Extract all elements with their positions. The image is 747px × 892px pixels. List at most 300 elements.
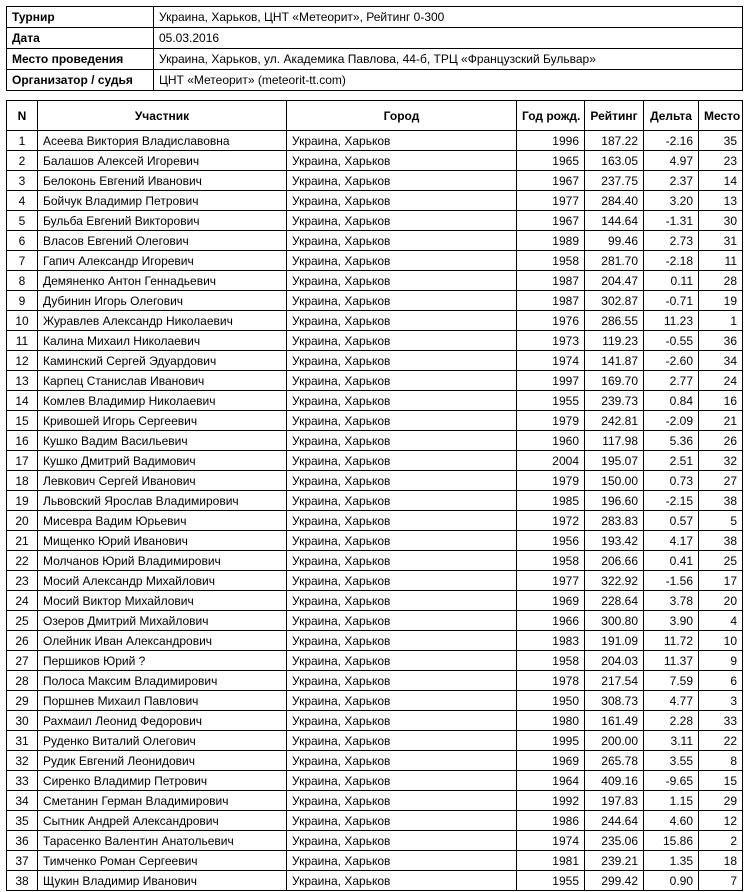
cell-birth-year: 1980 <box>517 711 585 731</box>
cell-delta: 0.11 <box>644 271 699 291</box>
cell-number: 32 <box>7 751 38 771</box>
table-row <box>7 511 743 531</box>
cell-birth-year: 1981 <box>517 851 585 871</box>
cell-place: 16 <box>699 391 743 411</box>
cell-place: 38 <box>699 491 743 511</box>
cell-number: 6 <box>7 231 38 251</box>
table-row <box>7 451 743 471</box>
cell-birth-year: 1985 <box>517 491 585 511</box>
info-value: Украина, Харьков, ул. Академика Павлова, 44-б, ТРЦ «Французский Бульвар» <box>154 49 743 70</box>
cell-number: 13 <box>7 371 38 391</box>
cell-place: 17 <box>699 571 743 591</box>
cell-number: 21 <box>7 531 38 551</box>
cell-birth-year: 1969 <box>517 591 585 611</box>
cell-number: 26 <box>7 631 38 651</box>
cell-participant: Руденко Виталий Олегович <box>38 731 287 751</box>
cell-birth-year: 1995 <box>517 731 585 751</box>
cell-city: Украина, Харьков <box>287 271 517 291</box>
cell-rating: 281.70 <box>585 251 644 271</box>
table-row <box>7 411 743 431</box>
cell-city: Украина, Харьков <box>287 511 517 531</box>
cell-delta: -2.15 <box>644 491 699 511</box>
cell-number: 17 <box>7 451 38 471</box>
cell-place: 4 <box>699 611 743 631</box>
cell-birth-year: 1997 <box>517 371 585 391</box>
cell-participant: Мосий Александр Михайлович <box>38 571 287 591</box>
cell-place: 30 <box>699 211 743 231</box>
cell-number: 18 <box>7 471 38 491</box>
cell-rating: 193.42 <box>585 531 644 551</box>
cell-birth-year: 1979 <box>517 411 585 431</box>
table-row <box>7 291 743 311</box>
info-row-organizer <box>7 70 743 91</box>
table-row <box>7 771 743 791</box>
cell-participant: Дубинин Игорь Олегович <box>38 291 287 311</box>
cell-delta: 4.77 <box>644 691 699 711</box>
cell-city: Украина, Харьков <box>287 531 517 551</box>
info-label: Дата <box>7 28 154 49</box>
cell-birth-year: 1977 <box>517 571 585 591</box>
cell-place: 12 <box>699 811 743 831</box>
cell-city: Украина, Харьков <box>287 851 517 871</box>
table-row <box>7 591 743 611</box>
cell-place: 23 <box>699 151 743 171</box>
table-row <box>7 611 743 631</box>
cell-participant: Сиренко Владимир Петрович <box>38 771 287 791</box>
cell-rating: 191.09 <box>585 631 644 651</box>
table-row <box>7 131 743 151</box>
cell-rating: 161.49 <box>585 711 644 731</box>
cell-place: 2 <box>699 831 743 851</box>
cell-rating: 244.64 <box>585 811 644 831</box>
cell-delta: -1.56 <box>644 571 699 591</box>
cell-delta: 0.84 <box>644 391 699 411</box>
cell-city: Украина, Харьков <box>287 391 517 411</box>
cell-rating: 409.16 <box>585 771 644 791</box>
cell-rating: 196.60 <box>585 491 644 511</box>
cell-participant: Белоконь Евгений Иванович <box>38 171 287 191</box>
cell-place: 27 <box>699 471 743 491</box>
cell-number: 15 <box>7 411 38 431</box>
cell-city: Украина, Харьков <box>287 631 517 651</box>
col-header-place: Место <box>699 101 743 131</box>
info-label: Место проведения <box>7 49 154 70</box>
cell-city: Украина, Харьков <box>287 191 517 211</box>
col-header-participant: Участник <box>38 101 287 131</box>
cell-rating: 322.92 <box>585 571 644 591</box>
cell-rating: 119.23 <box>585 331 644 351</box>
cell-participant: Рахмаил Леонид Федорович <box>38 711 287 731</box>
cell-birth-year: 1989 <box>517 231 585 251</box>
cell-delta: 0.57 <box>644 511 699 531</box>
cell-participant: Гапич Александр Игоревич <box>38 251 287 271</box>
cell-birth-year: 1973 <box>517 331 585 351</box>
cell-city: Украина, Харьков <box>287 431 517 451</box>
table-row <box>7 391 743 411</box>
cell-participant: Поршнев Михаил Павлович <box>38 691 287 711</box>
cell-birth-year: 1987 <box>517 291 585 311</box>
cell-city: Украина, Харьков <box>287 871 517 891</box>
cell-city: Украина, Харьков <box>287 451 517 471</box>
cell-number: 7 <box>7 251 38 271</box>
cell-birth-year: 1974 <box>517 831 585 851</box>
cell-city: Украина, Харьков <box>287 671 517 691</box>
cell-city: Украина, Харьков <box>287 171 517 191</box>
cell-delta: -2.18 <box>644 251 699 271</box>
cell-birth-year: 1956 <box>517 531 585 551</box>
cell-birth-year: 1977 <box>517 191 585 211</box>
cell-number: 4 <box>7 191 38 211</box>
cell-rating: 150.00 <box>585 471 644 491</box>
cell-place: 1 <box>699 311 743 331</box>
cell-number: 8 <box>7 271 38 291</box>
cell-number: 5 <box>7 211 38 231</box>
table-row <box>7 431 743 451</box>
cell-delta: 3.20 <box>644 191 699 211</box>
cell-number: 19 <box>7 491 38 511</box>
cell-place: 33 <box>699 711 743 731</box>
cell-place: 26 <box>699 431 743 451</box>
cell-participant: Журавлев Александр Николаевич <box>38 311 287 331</box>
cell-city: Украина, Харьков <box>287 811 517 831</box>
cell-birth-year: 1974 <box>517 351 585 371</box>
cell-place: 7 <box>699 871 743 891</box>
cell-number: 27 <box>7 651 38 671</box>
table-row <box>7 851 743 871</box>
cell-city: Украина, Харьков <box>287 151 517 171</box>
cell-participant: Мисевра Вадим Юрьевич <box>38 511 287 531</box>
cell-participant: Мищенко Юрий Иванович <box>38 531 287 551</box>
cell-place: 8 <box>699 751 743 771</box>
cell-place: 21 <box>699 411 743 431</box>
cell-rating: 239.73 <box>585 391 644 411</box>
cell-city: Украина, Харьков <box>287 751 517 771</box>
table-row <box>7 751 743 771</box>
table-row <box>7 231 743 251</box>
cell-number: 11 <box>7 331 38 351</box>
cell-number: 38 <box>7 871 38 891</box>
cell-participant: Молчанов Юрий Владимирович <box>38 551 287 571</box>
table-row <box>7 651 743 671</box>
cell-birth-year: 1969 <box>517 751 585 771</box>
cell-rating: 163.05 <box>585 151 644 171</box>
cell-birth-year: 1976 <box>517 311 585 331</box>
col-header-number: N <box>7 101 38 131</box>
cell-rating: 239.21 <box>585 851 644 871</box>
cell-number: 1 <box>7 131 38 151</box>
cell-birth-year: 1966 <box>517 611 585 631</box>
cell-number: 33 <box>7 771 38 791</box>
cell-delta: 2.51 <box>644 451 699 471</box>
cell-number: 25 <box>7 611 38 631</box>
cell-city: Украина, Харьков <box>287 791 517 811</box>
cell-delta: -0.55 <box>644 331 699 351</box>
cell-number: 10 <box>7 311 38 331</box>
cell-birth-year: 1983 <box>517 631 585 651</box>
table-row <box>7 331 743 351</box>
cell-city: Украина, Харьков <box>287 351 517 371</box>
cell-delta: 11.72 <box>644 631 699 651</box>
cell-place: 28 <box>699 271 743 291</box>
cell-participant: Калина Михаил Николаевич <box>38 331 287 351</box>
cell-delta: 3.11 <box>644 731 699 751</box>
info-label: Турнир <box>7 7 154 28</box>
cell-rating: 299.42 <box>585 871 644 891</box>
cell-delta: -2.60 <box>644 351 699 371</box>
cell-participant: Рудик Евгений Леонидович <box>38 751 287 771</box>
cell-place: 25 <box>699 551 743 571</box>
cell-rating: 265.78 <box>585 751 644 771</box>
table-row <box>7 271 743 291</box>
cell-participant: Сытник Андрей Александрович <box>38 811 287 831</box>
cell-delta: 3.55 <box>644 751 699 771</box>
cell-place: 6 <box>699 671 743 691</box>
table-row <box>7 471 743 491</box>
cell-delta: 2.73 <box>644 231 699 251</box>
cell-number: 34 <box>7 791 38 811</box>
cell-participant: Олейник Иван Александрович <box>38 631 287 651</box>
cell-delta: 2.28 <box>644 711 699 731</box>
cell-delta: -1.31 <box>644 211 699 231</box>
table-row <box>7 831 743 851</box>
cell-place: 24 <box>699 371 743 391</box>
info-label: Организатор / судья <box>7 70 154 91</box>
info-row-venue <box>7 49 743 70</box>
table-row <box>7 351 743 371</box>
cell-rating: 99.46 <box>585 231 644 251</box>
cell-number: 37 <box>7 851 38 871</box>
table-row <box>7 631 743 651</box>
table-row <box>7 491 743 511</box>
cell-rating: 217.54 <box>585 671 644 691</box>
cell-number: 20 <box>7 511 38 531</box>
table-row <box>7 551 743 571</box>
cell-delta: 4.60 <box>644 811 699 831</box>
cell-city: Украина, Харьков <box>287 591 517 611</box>
cell-place: 5 <box>699 511 743 531</box>
cell-city: Украина, Харьков <box>287 411 517 431</box>
cell-participant: Карпец Станислав Иванович <box>38 371 287 391</box>
cell-rating: 117.98 <box>585 431 644 451</box>
cell-delta: 2.77 <box>644 371 699 391</box>
cell-delta: 3.90 <box>644 611 699 631</box>
cell-birth-year: 1972 <box>517 511 585 531</box>
cell-number: 9 <box>7 291 38 311</box>
cell-city: Украина, Харьков <box>287 731 517 751</box>
info-row-date <box>7 28 743 49</box>
cell-participant: Комлев Владимир Николаевич <box>38 391 287 411</box>
cell-participant: Сметанин Герман Владимирович <box>38 791 287 811</box>
cell-city: Украина, Харьков <box>287 131 517 151</box>
cell-city: Украина, Харьков <box>287 251 517 271</box>
cell-place: 14 <box>699 171 743 191</box>
results-header-row <box>7 101 743 131</box>
cell-place: 38 <box>699 531 743 551</box>
table-row <box>7 311 743 331</box>
cell-participant: Кушко Дмитрий Вадимович <box>38 451 287 471</box>
cell-city: Украина, Харьков <box>287 491 517 511</box>
cell-rating: 204.47 <box>585 271 644 291</box>
table-row <box>7 691 743 711</box>
cell-city: Украина, Харьков <box>287 471 517 491</box>
cell-participant: Кушко Вадим Васильевич <box>38 431 287 451</box>
cell-place: 10 <box>699 631 743 651</box>
cell-place: 34 <box>699 351 743 371</box>
cell-number: 2 <box>7 151 38 171</box>
cell-rating: 286.55 <box>585 311 644 331</box>
cell-city: Украина, Харьков <box>287 571 517 591</box>
cell-delta: 11.37 <box>644 651 699 671</box>
cell-birth-year: 1967 <box>517 211 585 231</box>
cell-city: Украина, Харьков <box>287 311 517 331</box>
cell-place: 35 <box>699 131 743 151</box>
cell-birth-year: 1958 <box>517 651 585 671</box>
cell-birth-year: 1958 <box>517 551 585 571</box>
cell-delta: 1.35 <box>644 851 699 871</box>
cell-rating: 237.75 <box>585 171 644 191</box>
cell-birth-year: 2004 <box>517 451 585 471</box>
cell-city: Украина, Харьков <box>287 291 517 311</box>
cell-rating: 144.64 <box>585 211 644 231</box>
table-row <box>7 151 743 171</box>
cell-place: 18 <box>699 851 743 871</box>
cell-delta: -0.71 <box>644 291 699 311</box>
cell-number: 30 <box>7 711 38 731</box>
cell-birth-year: 1967 <box>517 171 585 191</box>
cell-city: Украина, Харьков <box>287 231 517 251</box>
cell-rating: 284.40 <box>585 191 644 211</box>
cell-place: 29 <box>699 791 743 811</box>
cell-rating: 283.83 <box>585 511 644 531</box>
cell-participant: Полоса Максим Владимирович <box>38 671 287 691</box>
cell-birth-year: 1950 <box>517 691 585 711</box>
cell-participant: Левкович Сергей Иванович <box>38 471 287 491</box>
table-row <box>7 811 743 831</box>
cell-delta: -2.09 <box>644 411 699 431</box>
info-row-tournament <box>7 7 743 28</box>
cell-participant: Кривошей Игорь Сергеевич <box>38 411 287 431</box>
cell-place: 19 <box>699 291 743 311</box>
cell-delta: -2.16 <box>644 131 699 151</box>
cell-number: 23 <box>7 571 38 591</box>
cell-number: 35 <box>7 811 38 831</box>
cell-participant: Власов Евгений Олегович <box>38 231 287 251</box>
cell-participant: Тимченко Роман Сергеевич <box>38 851 287 871</box>
info-value: 05.03.2016 <box>154 28 743 49</box>
cell-participant: Бойчук Владимир Петрович <box>38 191 287 211</box>
cell-delta: 2.37 <box>644 171 699 191</box>
info-value: ЦНТ «Метеорит» (meteorit-tt.com) <box>154 70 743 91</box>
cell-rating: 302.87 <box>585 291 644 311</box>
cell-place: 31 <box>699 231 743 251</box>
cell-delta: 7.59 <box>644 671 699 691</box>
cell-rating: 204.03 <box>585 651 644 671</box>
cell-participant: Щукин Владимир Иванович <box>38 871 287 891</box>
cell-place: 36 <box>699 331 743 351</box>
cell-place: 3 <box>699 691 743 711</box>
cell-city: Украина, Харьков <box>287 211 517 231</box>
cell-rating: 206.66 <box>585 551 644 571</box>
cell-place: 13 <box>699 191 743 211</box>
cell-city: Украина, Харьков <box>287 371 517 391</box>
cell-city: Украина, Харьков <box>287 831 517 851</box>
cell-number: 16 <box>7 431 38 451</box>
cell-birth-year: 1958 <box>517 251 585 271</box>
cell-birth-year: 1979 <box>517 471 585 491</box>
cell-birth-year: 1955 <box>517 871 585 891</box>
cell-number: 24 <box>7 591 38 611</box>
cell-participant: Львовский Ярослав Владимирович <box>38 491 287 511</box>
cell-delta: 0.73 <box>644 471 699 491</box>
cell-participant: Демяненко Антон Геннадьевич <box>38 271 287 291</box>
cell-delta: 4.97 <box>644 151 699 171</box>
cell-birth-year: 1960 <box>517 431 585 451</box>
cell-delta: 11.23 <box>644 311 699 331</box>
cell-city: Украина, Харьков <box>287 611 517 631</box>
cell-city: Украина, Харьков <box>287 651 517 671</box>
cell-city: Украина, Харьков <box>287 331 517 351</box>
cell-delta: 5.36 <box>644 431 699 451</box>
cell-birth-year: 1996 <box>517 131 585 151</box>
cell-number: 14 <box>7 391 38 411</box>
cell-delta: 4.17 <box>644 531 699 551</box>
cell-delta: 1.15 <box>644 791 699 811</box>
cell-birth-year: 1992 <box>517 791 585 811</box>
cell-rating: 200.00 <box>585 731 644 751</box>
cell-rating: 308.73 <box>585 691 644 711</box>
cell-place: 22 <box>699 731 743 751</box>
table-row <box>7 191 743 211</box>
col-header-rating: Рейтинг <box>585 101 644 131</box>
cell-rating: 300.80 <box>585 611 644 631</box>
table-row <box>7 251 743 271</box>
cell-city: Украина, Харьков <box>287 771 517 791</box>
cell-birth-year: 1965 <box>517 151 585 171</box>
results-table <box>6 100 743 891</box>
cell-delta: -9.65 <box>644 771 699 791</box>
cell-rating: 228.64 <box>585 591 644 611</box>
cell-number: 22 <box>7 551 38 571</box>
cell-participant: Балашов Алексей Игоревич <box>38 151 287 171</box>
cell-rating: 187.22 <box>585 131 644 151</box>
cell-delta: 0.41 <box>644 551 699 571</box>
cell-place: 32 <box>699 451 743 471</box>
cell-participant: Каминский Сергей Эдуардович <box>38 351 287 371</box>
cell-participant: Озеров Дмитрий Михайлович <box>38 611 287 631</box>
table-row <box>7 531 743 551</box>
cell-participant: Асеева Виктория Владиславовна <box>38 131 287 151</box>
cell-city: Украина, Харьков <box>287 551 517 571</box>
col-header-birth-year: Год рожд. <box>517 101 585 131</box>
table-row <box>7 791 743 811</box>
cell-place: 11 <box>699 251 743 271</box>
cell-rating: 195.07 <box>585 451 644 471</box>
table-row <box>7 871 743 891</box>
cell-number: 31 <box>7 731 38 751</box>
cell-rating: 197.83 <box>585 791 644 811</box>
table-row <box>7 211 743 231</box>
cell-participant: Тарасенко Валентин Анатольевич <box>38 831 287 851</box>
cell-birth-year: 1987 <box>517 271 585 291</box>
cell-number: 28 <box>7 671 38 691</box>
cell-birth-year: 1986 <box>517 811 585 831</box>
table-row <box>7 171 743 191</box>
tournament-info-table <box>6 6 743 91</box>
table-row <box>7 671 743 691</box>
cell-place: 20 <box>699 591 743 611</box>
cell-rating: 235.06 <box>585 831 644 851</box>
cell-city: Украина, Харьков <box>287 691 517 711</box>
